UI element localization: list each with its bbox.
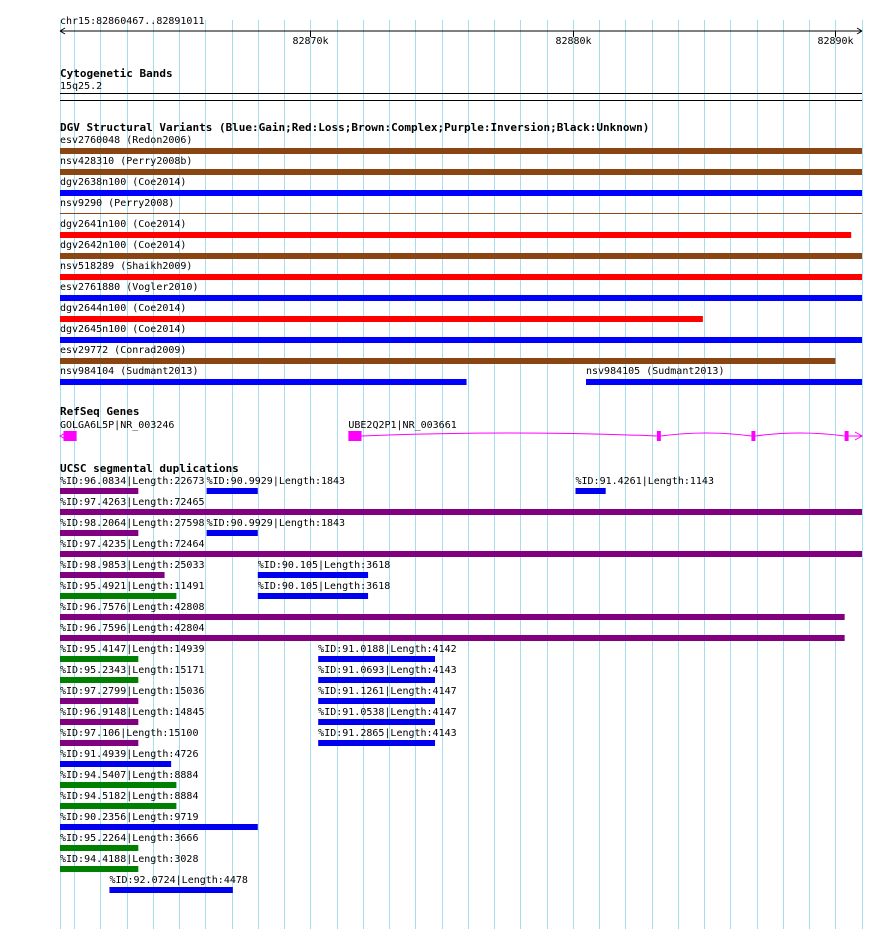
segdup-label[interactable]: %ID:95.4921|Length:11491: [60, 581, 205, 592]
segdup-bar[interactable]: [60, 866, 138, 872]
dgv-variant-bar[interactable]: [60, 253, 862, 259]
ruler-tick-label: 82880k: [555, 36, 592, 47]
cytoband-track: [60, 67, 862, 101]
segdup-bar[interactable]: [576, 488, 606, 494]
segdup-label[interactable]: %ID:94.5407|Length:8884: [60, 770, 199, 781]
segdup-label[interactable]: %ID:94.5182|Length:8884: [60, 791, 199, 802]
segdup-label[interactable]: %ID:96.7596|Length:42804: [60, 623, 205, 634]
segdup-label[interactable]: %ID:91.0538|Length:4147: [318, 707, 457, 718]
segdup-bar[interactable]: [258, 572, 368, 578]
segdup-label[interactable]: %ID:91.0188|Length:4142: [318, 644, 457, 655]
dgv-variant-label[interactable]: esv2760048 (Redon2006): [60, 135, 193, 146]
segdup-label[interactable]: %ID:98.2064|Length:27598: [60, 518, 205, 529]
dgv-variant-bar[interactable]: [60, 169, 862, 175]
segdup-label[interactable]: %ID:92.0724|Length:4478: [109, 875, 248, 886]
segdup-label[interactable]: %ID:95.2343|Length:15171: [60, 665, 205, 676]
segdup-bar[interactable]: [318, 656, 435, 662]
ruler-tick-label: 82890k: [817, 36, 854, 47]
segdup-label[interactable]: %ID:97.2799|Length:15036: [60, 686, 205, 697]
dgv-variant-label[interactable]: nsv9290 (Perry2008): [60, 198, 175, 209]
cytoband-label: 15q25.2: [60, 81, 103, 92]
segdup-label[interactable]: %ID:96.9148|Length:14845: [60, 707, 205, 718]
segdup-label[interactable]: %ID:97.4263|Length:72465: [60, 497, 205, 508]
segdup-label[interactable]: %ID:90.105|Length:3618: [257, 560, 391, 571]
gene-exon[interactable]: [348, 431, 361, 441]
segdup-bar[interactable]: [60, 782, 176, 788]
segdup-bar[interactable]: [318, 740, 435, 746]
gene-exon[interactable]: [657, 431, 661, 441]
segdup-label[interactable]: %ID:96.7576|Length:42808: [60, 602, 205, 613]
dgv-variant-bar[interactable]: [586, 379, 862, 385]
segdup-features: [60, 476, 862, 893]
segdup-bar[interactable]: [60, 593, 176, 599]
segdup-bar[interactable]: [60, 551, 862, 557]
dgv-variant-label[interactable]: esv2761880 (Vogler2010): [60, 282, 199, 293]
segdup-label[interactable]: %ID:90.105|Length:3618: [257, 581, 391, 592]
segdup-label[interactable]: %ID:90.2356|Length:9719: [60, 812, 199, 823]
segdup-label[interactable]: %ID:96.0834|Length:22673: [60, 476, 205, 487]
segdup-bar[interactable]: [60, 530, 138, 536]
dgv-variant-label[interactable]: dgv2641n100 (Coe2014): [60, 219, 187, 230]
segdup-bar[interactable]: [60, 656, 138, 662]
dgv-variant-bar[interactable]: [60, 358, 835, 364]
dgv-track: [60, 121, 862, 385]
segdup-bar[interactable]: [60, 572, 165, 578]
segdup-label[interactable]: %ID:94.4188|Length:3028: [60, 854, 199, 865]
gene-exon[interactable]: [845, 431, 849, 441]
segdup-bar[interactable]: [60, 845, 138, 851]
segdup-bar[interactable]: [207, 530, 258, 536]
refseq-track-title[interactable]: RefSeq Genes: [60, 405, 140, 418]
segdup-bar[interactable]: [60, 761, 171, 767]
dgv-variant-label[interactable]: dgv2642n100 (Coe2014): [60, 240, 187, 251]
segdup-bar[interactable]: [60, 614, 845, 620]
segdup-label[interactable]: %ID:90.9929|Length:1843: [206, 518, 346, 529]
dgv-variant-label[interactable]: nsv428310 (Perry2008b): [60, 156, 193, 167]
segdup-bar[interactable]: [60, 824, 258, 830]
dgv-variant-bar[interactable]: [60, 232, 851, 238]
dgv-variant-label[interactable]: dgv2638n100 (Coe2014): [60, 177, 187, 188]
segdup-label[interactable]: %ID:91.4939|Length:4726: [60, 749, 199, 760]
segdup-bar[interactable]: [318, 698, 435, 704]
ruler-tick-label: 82870k: [292, 36, 329, 47]
dgv-variant-label[interactable]: nsv984104 (Sudmant2013): [60, 366, 199, 377]
segdup-label[interactable]: %ID:95.4147|Length:14939: [60, 644, 205, 655]
gene-intron-line[interactable]: [362, 433, 862, 436]
ruler-ticks: [292, 31, 853, 47]
segdup-bar[interactable]: [60, 677, 138, 683]
segdup-bar[interactable]: [109, 887, 232, 893]
dgv-variant-bar[interactable]: [60, 148, 862, 154]
segdup-label[interactable]: %ID:91.1261|Length:4147: [318, 686, 457, 697]
segdup-bar[interactable]: [60, 488, 138, 494]
dgv-variant-label[interactable]: nsv518289 (Shaikh2009): [60, 261, 193, 272]
dgv-variant-bar[interactable]: [60, 274, 862, 280]
ruler: [60, 16, 862, 47]
dgv-variant-label[interactable]: dgv2645n100 (Coe2014): [60, 324, 187, 335]
segdup-bar[interactable]: [60, 719, 138, 725]
segdup-label[interactable]: %ID:91.0693|Length:4143: [318, 665, 457, 676]
dgv-variant-bar[interactable]: [60, 190, 862, 196]
dgv-features: [60, 135, 862, 385]
segdup-label[interactable]: %ID:97.4235|Length:72464: [60, 539, 205, 550]
segdup-bar[interactable]: [60, 509, 862, 515]
segdup-track-title[interactable]: UCSC segmental duplications: [60, 462, 239, 475]
segdup-track: [60, 462, 862, 893]
segdup-bar[interactable]: [60, 635, 845, 641]
dgv-variant-bar[interactable]: [60, 295, 862, 301]
dgv-variant-label[interactable]: dgv2644n100 (Coe2014): [60, 303, 187, 314]
cytoband-track-title[interactable]: Cytogenetic Bands: [60, 67, 173, 80]
dgv-variant-label[interactable]: esv29772 (Conrad2009): [60, 345, 187, 356]
dgv-variant-label[interactable]: nsv984105 (Sudmant2013): [586, 366, 725, 377]
segdup-bar[interactable]: [207, 488, 258, 494]
segdup-bar[interactable]: [60, 803, 176, 809]
region-label: chr15:82860467..82891011: [60, 16, 205, 27]
segdup-bar[interactable]: [318, 677, 435, 683]
segdup-bar[interactable]: [60, 698, 138, 704]
segdup-bar[interactable]: [60, 740, 138, 746]
segdup-label[interactable]: %ID:98.9853|Length:25033: [60, 560, 205, 571]
refseq-features: [60, 420, 862, 441]
dgv-variant-bar[interactable]: [60, 337, 862, 343]
dgv-track-title[interactable]: DGV Structural Variants (Blue:Gain;Red:Loss;Brown:Complex;Purple:Inversion;Black:Unknown): [60, 121, 650, 134]
segdup-label[interactable]: %ID:91.4261|Length:1143: [575, 476, 714, 487]
segdup-label[interactable]: %ID:91.2865|Length:4143: [318, 728, 457, 739]
refseq-track: [60, 405, 862, 441]
dgv-variant-bar[interactable]: [60, 316, 703, 322]
gene-exon[interactable]: [751, 431, 755, 441]
dgv-variant-bar[interactable]: [60, 213, 862, 214]
segdup-bar[interactable]: [258, 593, 368, 599]
segdup-bar[interactable]: [318, 719, 435, 725]
segdup-label[interactable]: %ID:90.9929|Length:1843: [206, 476, 346, 487]
gene-label[interactable]: GOLGA6L5P|NR_003246: [60, 420, 175, 431]
segdup-label[interactable]: %ID:97.106|Length:15100: [60, 728, 199, 739]
segdup-label[interactable]: %ID:95.2264|Length:3666: [60, 833, 199, 844]
dgv-variant-bar[interactable]: [60, 379, 467, 385]
gene-label[interactable]: UBE2Q2P1|NR_003661: [348, 420, 457, 431]
